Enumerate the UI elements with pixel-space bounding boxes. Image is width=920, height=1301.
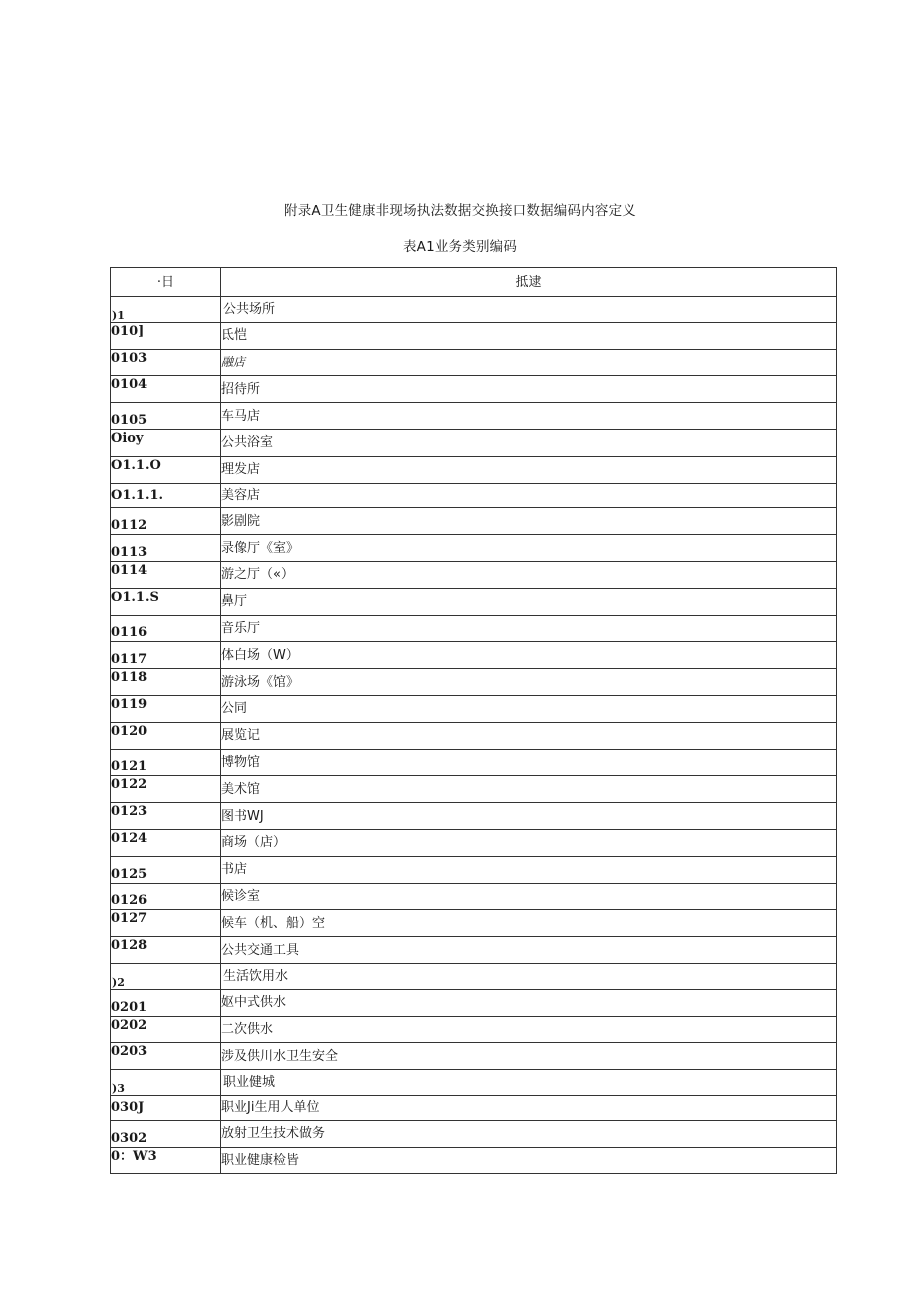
description-cell: 游泳场《馆》: [221, 669, 837, 696]
table-row: [111, 722, 837, 749]
description-cell: 车马店: [221, 403, 837, 430]
table-row: [111, 535, 837, 562]
header-description: 抵逮: [221, 268, 837, 297]
code-cell: 0121: [111, 749, 221, 776]
description-cell: 美容店: [221, 483, 837, 508]
description-cell: 商场（店）: [221, 829, 837, 856]
description-cell: 生活饮用水: [221, 963, 837, 989]
table-row: [111, 1043, 837, 1070]
code-cell: 0112: [111, 508, 221, 535]
code-cell: 0126: [111, 883, 221, 910]
code-cell: 0203: [111, 1043, 221, 1070]
table-row: [111, 989, 837, 1016]
description-cell: 图书WJ: [221, 803, 837, 830]
code-cell: 0201: [111, 989, 221, 1016]
table-row: [111, 349, 837, 376]
description-cell: 影剧院: [221, 508, 837, 535]
description-cell: 书店: [221, 856, 837, 883]
code-cell: 0104: [111, 376, 221, 403]
header-code: ·日: [111, 268, 221, 297]
table-row: [111, 1120, 837, 1147]
description-cell: 鼻厅: [221, 588, 837, 615]
code-cell: )3: [111, 1070, 221, 1096]
category-row: [111, 1070, 837, 1096]
code-cell: Oioy: [111, 429, 221, 456]
code-cell: 0103: [111, 349, 221, 376]
code-cell: 0117: [111, 642, 221, 669]
code-cell: 0123: [111, 803, 221, 830]
code-cell: 0118: [111, 669, 221, 696]
table-row: [111, 883, 837, 910]
description-cell: 游之厅（«）: [221, 561, 837, 588]
category-row: [111, 963, 837, 989]
description-cell: 录像厅《室》: [221, 535, 837, 562]
document-title: 附录A卫生健康非现场执法数据交换接口数据编码内容定义: [284, 203, 636, 219]
code-cell: 0124: [111, 829, 221, 856]
description-cell: 博物馆: [221, 749, 837, 776]
description-cell: 涉及供川水卫生安全: [221, 1043, 837, 1070]
table-row: [111, 456, 837, 483]
table-row: [111, 829, 837, 856]
code-cell: 0128: [111, 937, 221, 964]
table-row: [111, 776, 837, 803]
table-row: [111, 856, 837, 883]
description-cell: 音乐厅: [221, 615, 837, 642]
code-cell: 0119: [111, 695, 221, 722]
code-cell: 0113: [111, 535, 221, 562]
description-cell: 氐恺: [221, 322, 837, 349]
code-cell: O1.1.1.: [111, 483, 221, 508]
description-cell: 职业Ji生用人单位: [221, 1095, 837, 1120]
description-cell: 体白场（W）: [221, 642, 837, 669]
description-cell: 展览记: [221, 722, 837, 749]
description-cell: 职业健城: [221, 1070, 837, 1096]
table-row: [111, 483, 837, 508]
table-row: [111, 937, 837, 964]
table-row: [111, 429, 837, 456]
table-row: [111, 642, 837, 669]
description-cell: 候诊室: [221, 883, 837, 910]
description-cell: 公共交通工具: [221, 937, 837, 964]
code-cell: 0202: [111, 1016, 221, 1043]
table-row: [111, 561, 837, 588]
code-cell: 030J: [111, 1095, 221, 1120]
table-row: [111, 615, 837, 642]
table-row: [111, 695, 837, 722]
code-cell: O1.1.O: [111, 456, 221, 483]
table-row: [111, 508, 837, 535]
description-cell: 理发店: [221, 456, 837, 483]
description-cell: 二次供水: [221, 1016, 837, 1043]
code-cell: 010]: [111, 322, 221, 349]
table-row: [111, 376, 837, 403]
table-row: [111, 1147, 837, 1174]
description-cell: 放射卫生技术做务: [221, 1120, 837, 1147]
code-cell: 0：W3: [111, 1147, 221, 1174]
table-row: [111, 403, 837, 430]
description-cell: 妪中式供水: [221, 989, 837, 1016]
code-cell: 0302: [111, 1120, 221, 1147]
code-cell: 0116: [111, 615, 221, 642]
table-row: [111, 910, 837, 937]
code-cell: )2: [111, 963, 221, 989]
code-cell: 0125: [111, 856, 221, 883]
description-cell: 公同: [221, 695, 837, 722]
code-cell: )1: [111, 297, 221, 323]
table-row: [111, 1095, 837, 1120]
description-cell: 公共浴室: [221, 429, 837, 456]
description-cell: 美术馆: [221, 776, 837, 803]
category-row: [111, 297, 837, 323]
table-row: [111, 1016, 837, 1043]
description-cell: 公共场所: [221, 297, 837, 323]
table-header-row: [111, 268, 837, 297]
table-row: [111, 669, 837, 696]
business-category-code-table: [110, 267, 837, 1174]
code-cell: O1.1.S: [111, 588, 221, 615]
code-cell: 0122: [111, 776, 221, 803]
table-title: 表A1业务类别编码: [402, 239, 518, 255]
table-row: [111, 588, 837, 615]
code-cell: 0105: [111, 403, 221, 430]
code-cell: 0114: [111, 561, 221, 588]
table-row: [111, 749, 837, 776]
table-row: [111, 803, 837, 830]
table-row: [111, 322, 837, 349]
code-cell: 0120: [111, 722, 221, 749]
description-cell: 融店: [221, 349, 837, 376]
code-cell: 0127: [111, 910, 221, 937]
description-cell: 候车（机、船）空: [221, 910, 837, 937]
description-cell: 职业健康检皆: [221, 1147, 837, 1174]
description-cell: 招待所: [221, 376, 837, 403]
